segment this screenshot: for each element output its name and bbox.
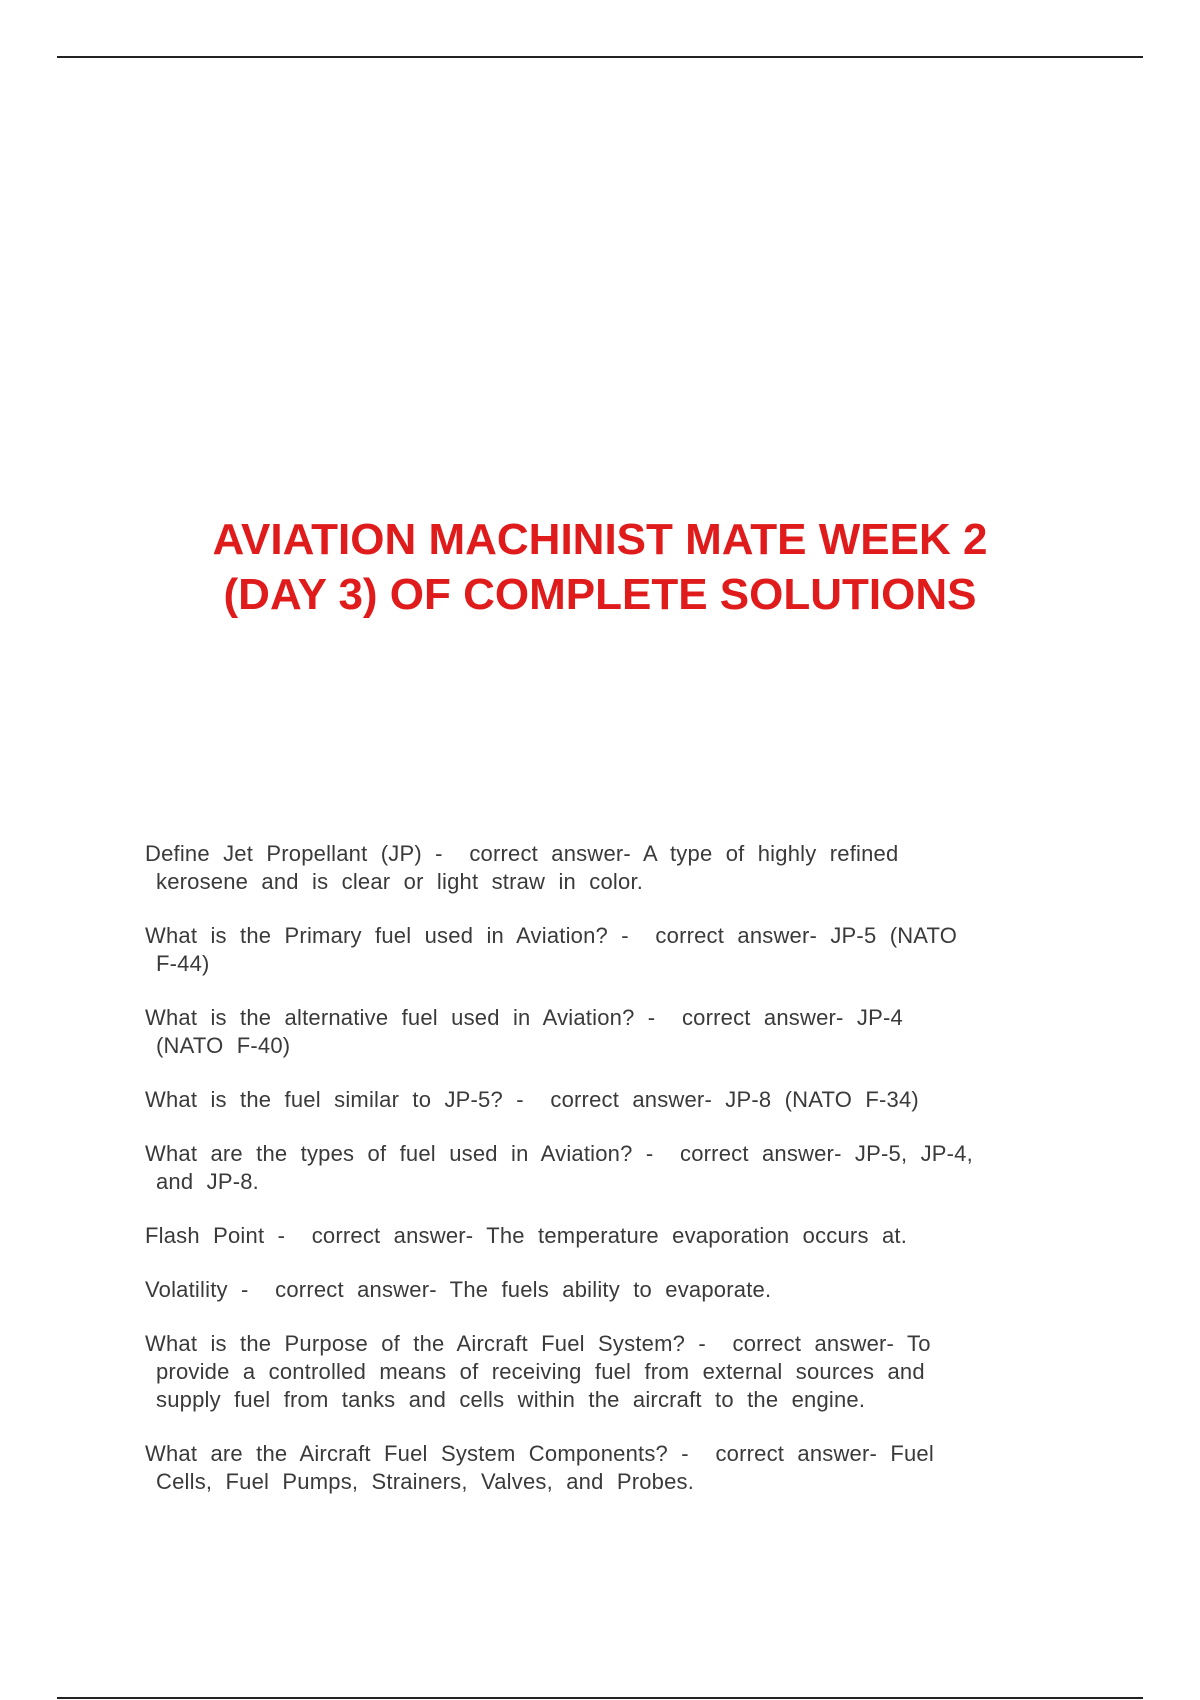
qa-line: What is the fuel similar to JP-5? - correct answer- JP-8 (NATO F-34) <box>145 1087 919 1112</box>
top-rule <box>57 56 1143 58</box>
qa-line: What is the Purpose of the Aircraft Fuel System? - correct answer- To <box>145 1331 931 1356</box>
qa-item-fuel-types <box>145 1140 1065 1196</box>
qa-line: (NATO F-40) <box>156 1033 291 1058</box>
title-line-1: AVIATION MACHINIST MATE WEEK 2 <box>212 515 988 564</box>
qa-line: Cells, Fuel Pumps, Strainers, Valves, and Probes. <box>156 1469 695 1494</box>
bottom-rule <box>57 1697 1143 1699</box>
qa-item-fuel-system-purpose <box>145 1330 1065 1414</box>
qa-line: provide a controlled means of receiving fuel from external sources and <box>156 1359 925 1384</box>
title-line-2: (DAY 3) OF COMPLETE SOLUTIONS <box>223 570 977 619</box>
qa-item-primary-fuel <box>145 922 1065 978</box>
qa-item-volatility <box>145 1276 1065 1304</box>
qa-item-alternative-fuel <box>145 1004 1065 1060</box>
qa-line: Volatility - correct answer- The fuels ability to evaporate. <box>145 1277 772 1302</box>
qa-line: Define Jet Propellant (JP) - correct answer- A type of highly refined <box>145 841 899 866</box>
qa-item-flash-point <box>145 1222 1065 1250</box>
qa-item-fuel-system-components <box>145 1440 1065 1496</box>
qa-line: and JP-8. <box>156 1169 259 1194</box>
qa-item-define-jet-propellant <box>145 840 1065 896</box>
qa-line: What are the types of fuel used in Aviation? - correct answer- JP-5, JP-4, <box>145 1141 973 1166</box>
qa-line: What is the Primary fuel used in Aviation? - correct answer- JP-5 (NATO <box>145 923 958 948</box>
qa-line: supply fuel from tanks and cells within the aircraft to the engine. <box>156 1387 866 1412</box>
qa-line: Flash Point - correct answer- The temperature evaporation occurs at. <box>145 1223 908 1248</box>
document-title <box>100 512 1100 622</box>
qa-list <box>145 840 1065 1522</box>
qa-line: F-44) <box>156 951 210 976</box>
qa-line: What is the alternative fuel used in Aviation? - correct answer- JP-4 <box>145 1005 903 1030</box>
qa-item-similar-fuel <box>145 1086 1065 1114</box>
qa-line: kerosene and is clear or light straw in color. <box>156 869 644 894</box>
qa-line: What are the Aircraft Fuel System Components? - correct answer- Fuel <box>145 1441 934 1466</box>
